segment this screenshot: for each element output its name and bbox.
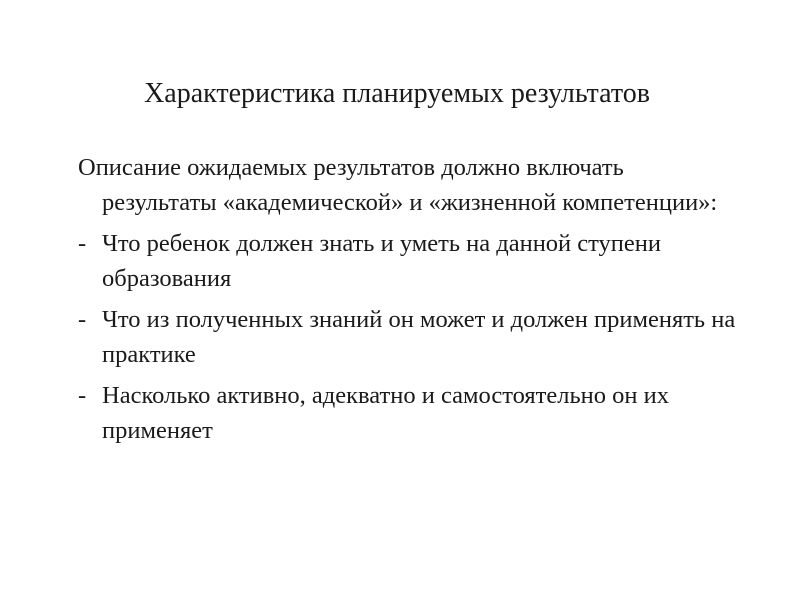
dash-marker: -	[78, 230, 87, 257]
list-item-text: Что из полученных знаний он может и должен применять на практике	[102, 306, 736, 368]
bullet-list	[78, 226, 738, 448]
list-item	[78, 226, 738, 296]
list-item-text: Что ребенок должен знать и уметь на данной ступени образования	[102, 230, 662, 292]
dash-marker: -	[78, 382, 87, 409]
intro-paragraph: Описание ожидаемых результатов должно включать результаты «академической» и «жизненной компетенции»:	[78, 154, 718, 216]
slide-title: Характеристика планируемых результатов	[144, 78, 650, 109]
dash-marker: -	[78, 306, 87, 333]
list-item	[78, 302, 738, 372]
slide-body	[78, 150, 738, 454]
list-item	[78, 378, 738, 448]
list-item-text: Насколько активно, адекватно и самостоятельно он их применяет	[102, 382, 669, 444]
